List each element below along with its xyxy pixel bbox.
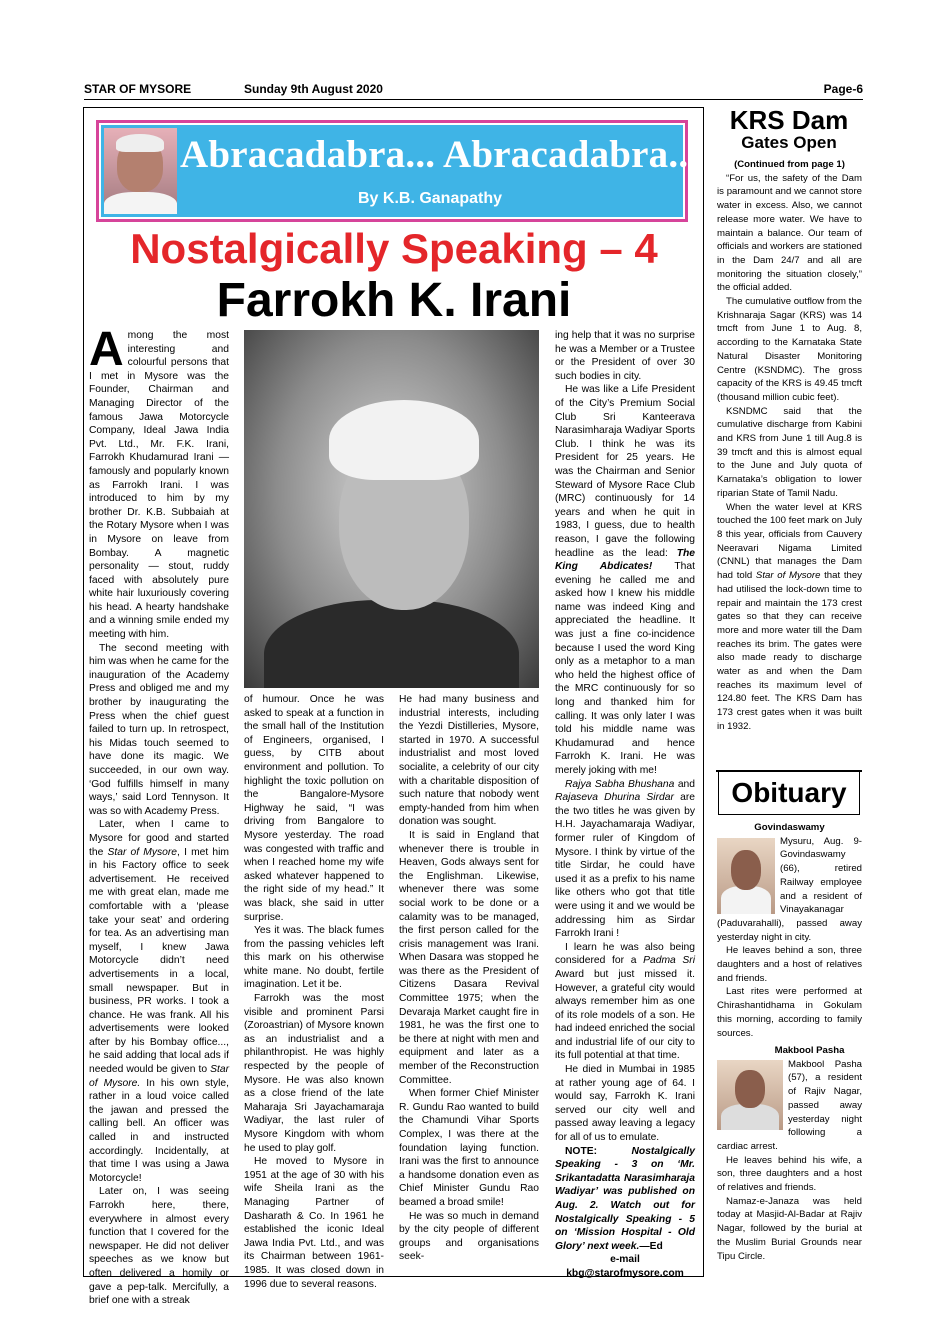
column-byline: By K.B. Ganapathy [357, 190, 503, 207]
obituary-entry-1: Govindaswamy Mysuru, Aug. 9- Govindaswamy (66), retired Railway employee and a resident of Vinayakanagar (Paduvarahalli), passed away yesterday night in city. He leaves behind a son, three daughters and a host of relatives and friends. Last rites were performed at Chirashantidhama in Gokulam this morning, according to family sources. [717, 822, 862, 1039]
farrokh-irani-photo [244, 330, 539, 688]
krs-headline: KRS Dam [729, 105, 849, 135]
masthead [84, 80, 863, 100]
article-column-4: ing help that it was no surprise he was a Member or a Trustee or the President of over 30 such bodies in city. He was like a Life President of the City’s Premium Social Club Sri Kanteerava Narasimharaja Wadiyar Sports Club. I think he was its President for 25 years. He was the Chairman and Senior Steward of Mysore Race Club (MRC) continuously for 14 years and when he quit in 1983, I guess, due to health reason, I gave the following headline as the lead: The King Abdicates! That evening he called me and asked how I knew his middle name was indeed King and appreciated the headline. It was just a fine co-incidence because I used the word King only as a metaphor to a man who held the highest office of the MRC continuously for so long and thanked him for calling. It was only later I was told his middle name was Khudamurad and hence Farrokh K. Irani. He was merely joking with me! Rajya Sabha Bhushana and Rajaseva Dhurina Sirdar are the two titles he was given by H.H. Jayachamaraja Wadiyar, former ruler of Kingdom of Mysore. I think by virtue of the title Sirdar, he could have used it as a prefix to his name like others who got that title were using it and we would be addressing him as Sirdar Farrokh Irani ! I learn he was also being considered for a Padma Sri Award but just missed it. However, a grateful city would always remember him as one of its role models of a son. He had indeed enriched the social and industrial life of our city to its full potential at that time. He died in Mumbai in 1985 at rather young age of 64. I would say, Farrokh K. Irani served our city well and passed away leaving a legacy for all of us to emulate. NOTE: Nostalgically Speaking - 3 on ‘Mr. Srikantadatta Narasimharaja Wadiyar’ was published on Aug. 2. Watch out for Nostalgically Speaking - 5 on ‘Mission Hospital - Old Glory’ next week.—Ed e-mail kbg@starofmysore.com [555, 330, 696, 1279]
issue-date: Sunday 9th August 2020 [244, 82, 383, 96]
paper-name: STAR OF MYSORE [84, 82, 192, 96]
author-email[interactable]: kbg@starofmysore.com [566, 1267, 684, 1279]
obituary-heading: Obituary [718, 771, 860, 815]
article-column-2: of humour. Once he was asked to speak at a function in the small hall of the Institution of Engineers, organised, I guess, by CITB about environment and pollution. To highlight the toxic pollution on the Bangalore-Mysore Highway he said, “I was driving from Bangalore to Mysore yesterday. The road was congested with traffic and when I reached home my wife asked whatever happened to the right side of my head.” It was black, she said in utter surprise. Yes it was. The black fumes from the passing vehicles left this mark on his otherwise white mane. No doubt, fertile imagination. Let it be. Farrokh was the most visible and prominent Parsi (Zoroastrian) of Mysore known as an industrialist and a philanthropist. He was highly respected by the people of Mysore. He was also known as a close friend of the late Maharaja Sri Jayachamaraja Wadiyar, the last ruler of Mysore Kingdom with whom he used to play golf. He moved to Mysore in 1951 at the age of 30 with his wife Sheila Irani as the Managing Partner of Dasharath & Co. In 1961 he established the iconic Ideal Jawa India Pvt. Ltd., and was its Chairman between 1961-1985. It was closed down in 1996 due to several reasons. [244, 694, 384, 1290]
krs-subheadline: Gates Open [741, 133, 837, 152]
obituary-name-1: Govindaswamy [754, 822, 825, 833]
govindaswamy-photo [717, 838, 775, 914]
krs-story: (Continued from page 1) “For us, the safety of the Dam is paramount and we cannot store water in excess. Also, we cannot release more water. We have to maintain a balance. Our team of officials and workers are stationed in the Dam 24/7 and all are monitoring the situation closely,” the official added. The cumulative outflow from the Krishnaraja Sagar (KRS) was 14 tmcft from June 1 to Aug. 8, according to the Karnataka State Natural Disaster Monitoring Centre (KSNDMC). The gross capacity of the KRS is 49.45 tmcft (thousand million cubic feet). KSNDMC said that the cumulative discharge from Kabini and KRS from June 1 till Aug.8 is 39 tmcft and this is almost equal to the June and July quota of Karnataka’s obligation to lower riparian State of Tamil Nadu. When the water level at KRS touched the 100 feet mark on July 8 this year, officials from Cauvery Neeravari Nigama Limited (CNNL) that manages the Dam had told Star of Mysore that they had utilised the lock-down time to repair and maintain the 173 crest gates so that they can receive more and more water till the Dam reaches its brim. The gates were also made ready to discharge water as and when the Dam reaches its maximum level of 124.80 feet. The KRS Dam has 173 crest gates when it was built in 1932. [717, 159, 862, 732]
makbool-pasha-photo [717, 1060, 783, 1130]
email-label: e-mail [610, 1254, 640, 1266]
article-column-3: He had many business and industrial interests, including the Yezdi Distilleries, Mysore, started in 1970. A successful industrialist and most loved socialite, a celebrity of our city with a charitable disposition of such nature that nobody went empty-handed from him when donation was sought. It is said in England that whenever there is trouble in Heaven, Gods always sent for the Englishman. Likewise, whenever there was some social work to be done or a calamity was to be managed, the first person called for the crisis management was Irani. When Dasara was stopped he was there as the President of Citizens Dasara Revival Committee 1975; when the Devaraja Market caught fire in 1981, he was the first one to be there at night with men and equipment and later as a member of the Reconstruction Committee. When former Chief Minister R. Gundu Rao wanted to build the Chamundi Vihar Sports Complex, I was there at the foundation laying function. Irani was the first to announce a handsome donation even as Chief Minister Gundu Rao beamed a broad smile! He was so much in demand by the city people of different groups and organisations seek- [399, 694, 539, 1263]
article-headline: Nostalgically Speaking – 4 [130, 225, 658, 272]
page-number: Page-6 [823, 82, 863, 96]
continued-note: (Continued from page 1) [734, 159, 845, 170]
obituary-name-2: Makbool Pasha [774, 1045, 845, 1056]
column-title: Abracadabra... Abracadabra... [180, 133, 699, 176]
drop-cap: A [89, 323, 124, 376]
article-subheadline: Farrokh K. Irani [216, 274, 572, 327]
obituary-entry-2: Makbool Pasha Makbool Pasha (57), a resident of Rajiv Nagar, passed away yesterday night following a cardiac arrest. He leaves behind his wife, a son, three daughters and a host of relatives and friends. Namaz-e-Janaza was held today at Masjid-Al-Badar at Rajiv Nagar, followed by the burial at the Muslim Burial Grounds near Tipu Circle. [717, 1045, 862, 1262]
editor-note: NOTE: Nostalgically Speaking - 3 on ‘Mr. Srikantadatta Narasimharaja Wadiyar’ was published on Aug. 2. Watch out for Nostalgically Speaking - 5 on ‘Mission Hospital - Old Glory’ next week.—Ed [555, 1145, 695, 1252]
author-photo [104, 128, 177, 214]
article-column-1: Among the most interesting and colourful persons that I met in Mysore was the Founder, Chairman and Managing Director of the famous Jawa Motorcycle Company, Ideal Jawa India Pvt. Ltd., Mr. F.K. Irani, Farrokh Khudamurad Irani — famously and popularly known as Farrokh Irani. I was introduced to him by my brother Dr. K.B. Subbaiah at the Rotary Mysore when I was in Mysore on leave from Bombay. A magnetic personality — stout, ruddy faced with absolutely pure white hair luxuriously covering his head. A hearty handshake and a winning smile ended my meeting with him. The second meeting with him was when he came for the inauguration of the Academy Press and obliged me and my brother by inaugurating the Press when the chief guest failed to turn up. In retrospect, his Midas touch seemed to have done its magic. We succeeded, in our own way. ‘God fulfills himself in many ways,’ said Lord Tennyson. It was so with Academy Press. Later, when I came to Mysore for good and started the Star of Mysore, I met him in his Factory office to seek advertisement. He received me with great elan, made me comfortable with a ‘please take your seat’ and ordering for tea. As an advertising man myself, I knew Jawa Motorcycle didn’t need advertisements in a local, small newspaper. But in business, PR works. I took a chance. He was frank. All his advertisements were looked after by his Bombay office..., he said adding that local ads if needed would be given to Star of Mysore. In his own style, rather in a loud voice called the jawan and pressed the calling bell. An officer was called in and instructed accordingly. Incidentally, at that time I was using a Jawa Motorcycle! Later on, I was seeing Farrokh here, there, everywhere in almost every function that I covered for the newspaper. He did not deliver speeches as we know but often delivered a homily or gave a pep-talk. Mercifully, a brief one with a streak [89, 323, 230, 1307]
